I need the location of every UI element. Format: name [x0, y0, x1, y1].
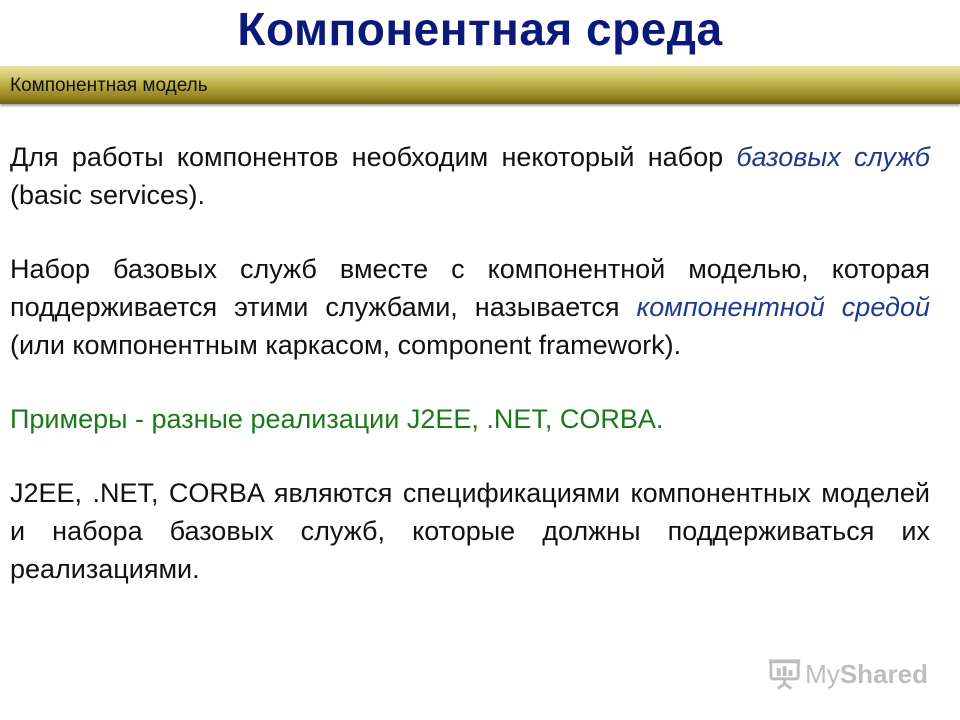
slide-content: [10, 138, 930, 588]
watermark-text: [805, 659, 928, 690]
p2-emphasis: компонентной средой: [636, 292, 930, 322]
p3-text-1: Примеры - разные реализации J2EE, .NET, CORBA.: [10, 404, 664, 434]
paragraph-examples: [10, 400, 930, 438]
p4-text-1: J2EE, .NET, CORBA являются спецификациями компонентных моделей и набора базовых служб, которые должны поддерживаться их реализациями.: [10, 478, 930, 584]
p1-text-1: Для работы компонентов необходим некоторый набор: [10, 142, 737, 172]
page-title: Компонентная среда: [237, 3, 723, 55]
paragraph-component-environment: [10, 250, 930, 364]
watermark-shared: Shared: [839, 658, 928, 689]
p1-emphasis: базовых служб: [736, 142, 930, 172]
subtitle-text: Компонентная модель: [10, 75, 208, 96]
paragraph-basic-services: [10, 138, 930, 214]
paragraph-specifications: [10, 474, 930, 588]
presentation-icon: [768, 658, 801, 690]
p2-text-2: (или компонентным каркасом, component framework).: [10, 330, 682, 360]
watermark-my: My: [805, 658, 840, 689]
p2-text-1: Набор базовых служб вместе с компонентной моделью, которая поддерживается этими службами, называется: [10, 254, 930, 322]
subtitle-band: [0, 66, 960, 104]
myshared-watermark: [768, 655, 928, 693]
p1-text-2: (basic services).: [10, 180, 206, 210]
